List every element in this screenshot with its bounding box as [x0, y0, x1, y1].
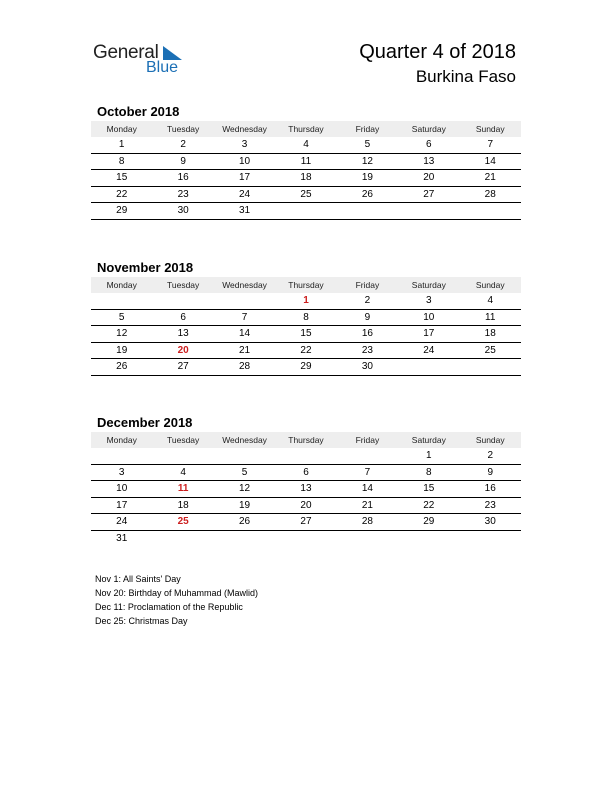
holiday-note: Nov 20: Birthday of Muhammad (Mawlid)	[95, 588, 259, 598]
month-title: October 2018	[97, 104, 180, 119]
weekday-label: Saturday	[411, 124, 446, 134]
day-cell: 2	[180, 139, 186, 151]
day-cell: 29	[300, 361, 312, 373]
week-row	[91, 170, 521, 187]
day-cell: 9	[180, 155, 186, 167]
day-cell: 10	[423, 311, 435, 323]
day-cell: 2	[487, 450, 494, 462]
weekday-label: Saturday	[411, 435, 446, 445]
holiday-notes	[95, 572, 258, 628]
week-row	[91, 514, 521, 531]
day-cell: 16	[484, 483, 496, 495]
day-cell: 31	[116, 532, 128, 544]
day-cell: 7	[241, 311, 248, 323]
day-cell: 24	[238, 188, 251, 200]
day-cell: 5	[118, 311, 125, 323]
weekday-label: Tuesday	[166, 124, 200, 134]
day-cell: 4	[303, 139, 309, 151]
month-title: December 2018	[97, 415, 193, 430]
country-name: Burkina Faso	[415, 67, 516, 86]
day-cell: 25	[484, 344, 496, 356]
weekday-label: Tuesday	[166, 435, 200, 445]
day-cell: 22	[300, 344, 312, 356]
day-cell: 30	[484, 516, 496, 528]
weekday-label: Wednesday	[222, 280, 267, 290]
day-cell: 9	[487, 466, 494, 478]
week-row	[91, 326, 521, 343]
day-cell: 18	[484, 328, 496, 340]
weekday-label: Monday	[106, 280, 137, 290]
weekday-label: Sunday	[475, 124, 505, 134]
week-row	[91, 531, 521, 548]
weekday-label: Thursday	[288, 435, 324, 445]
week-row	[91, 359, 521, 376]
day-cell: 30	[177, 205, 189, 217]
day-cell: 12	[361, 155, 373, 167]
weekday-header	[91, 277, 521, 293]
weekday-header	[91, 121, 521, 137]
weekday-label: Monday	[106, 124, 137, 134]
day-cell: 26	[361, 188, 373, 200]
day-cell: 3	[426, 295, 432, 307]
day-cell: 1	[118, 139, 125, 151]
day-cell: 8	[426, 466, 432, 478]
day-cell: 18	[300, 172, 312, 184]
day-cell: 10	[238, 155, 251, 167]
week-row	[91, 310, 521, 327]
day-cell: 15	[300, 328, 312, 340]
week-row	[91, 465, 521, 482]
day-cell: 2	[364, 295, 371, 307]
day-cell: 8	[118, 155, 125, 167]
holiday-note: Nov 1: All Saints' Day	[95, 574, 181, 584]
day-cell: 27	[177, 361, 189, 373]
page-header	[359, 40, 516, 90]
day-cell: 16	[361, 328, 373, 340]
day-cell: 19	[238, 499, 251, 511]
day-cell: 14	[484, 155, 496, 167]
day-cell: 13	[300, 483, 312, 495]
weekday-label: Tuesday	[166, 280, 200, 290]
weekday-label: Thursday	[288, 124, 324, 134]
day-cell: 23	[361, 344, 373, 356]
day-cell: 4	[180, 466, 186, 478]
day-cell: 17	[116, 499, 128, 511]
day-cell: 19	[361, 172, 373, 184]
day-cell: 12	[116, 328, 128, 340]
day-cell: 29	[116, 205, 128, 217]
weekday-label: Wednesday	[222, 124, 267, 134]
day-cell: 29	[423, 516, 435, 528]
day-cell: 7	[487, 139, 494, 151]
day-cell: 12	[238, 483, 251, 495]
day-cell: 1	[303, 295, 309, 307]
weekday-label: Wednesday	[222, 435, 267, 445]
week-row	[91, 203, 521, 220]
week-row	[91, 343, 521, 360]
week-row	[91, 448, 521, 465]
weeks-container	[91, 293, 521, 376]
quarter-title: Quarter 4 of 2018	[359, 41, 516, 63]
day-cell: 30	[361, 361, 373, 373]
day-cell: 20	[177, 344, 189, 356]
day-cell: 27	[300, 516, 312, 528]
week-row	[91, 498, 521, 515]
day-cell: 1	[426, 450, 432, 462]
day-cell: 15	[423, 483, 435, 495]
day-cell: 11	[300, 155, 312, 167]
weeks-container	[91, 448, 521, 547]
day-cell: 13	[423, 155, 435, 167]
day-cell: 24	[116, 516, 128, 528]
day-cell: 28	[238, 361, 251, 373]
day-cell: 13	[177, 328, 189, 340]
day-cell: 28	[361, 516, 373, 528]
day-cell: 23	[484, 499, 496, 511]
day-cell: 28	[484, 188, 496, 200]
day-cell: 25	[300, 188, 312, 200]
day-cell: 11	[177, 483, 189, 495]
day-cell: 11	[485, 311, 496, 323]
day-cell: 19	[116, 344, 128, 356]
day-cell: 6	[426, 139, 432, 151]
day-cell: 22	[423, 499, 435, 511]
month-december	[91, 413, 521, 547]
weekday-label: Friday	[355, 280, 380, 290]
weekday-label: Monday	[106, 435, 137, 445]
day-cell: 26	[238, 516, 251, 528]
day-cell: 14	[361, 483, 373, 495]
day-cell: 6	[180, 311, 186, 323]
day-cell: 21	[484, 172, 496, 184]
week-row	[91, 154, 521, 171]
generalblue-logo	[93, 42, 193, 78]
day-cell: 27	[423, 188, 435, 200]
logo-general-text: General	[93, 42, 159, 63]
day-cell: 8	[303, 311, 309, 323]
day-cell: 17	[238, 172, 251, 184]
day-cell: 4	[487, 295, 494, 307]
day-cell: 26	[116, 361, 128, 373]
weekday-label: Sunday	[475, 280, 505, 290]
day-cell: 14	[238, 328, 251, 340]
month-november	[91, 258, 521, 376]
day-cell: 16	[177, 172, 189, 184]
day-cell: 17	[423, 328, 435, 340]
day-cell: 3	[241, 139, 248, 151]
week-row	[91, 293, 521, 310]
day-cell: 7	[364, 466, 371, 478]
weekday-header	[91, 432, 521, 448]
weekday-label: Saturday	[411, 280, 446, 290]
day-cell: 18	[177, 499, 189, 511]
month-october	[91, 102, 521, 220]
weekday-label: Sunday	[475, 435, 505, 445]
holiday-note: Dec 11: Proclamation of the Republic	[95, 602, 243, 612]
weekday-label: Friday	[355, 435, 380, 445]
day-cell: 25	[177, 516, 189, 528]
weeks-container	[91, 137, 521, 220]
day-cell: 22	[116, 188, 128, 200]
week-row	[91, 481, 521, 498]
day-cell: 5	[241, 466, 248, 478]
day-cell: 24	[423, 344, 435, 356]
month-title: November 2018	[97, 260, 194, 275]
day-cell: 31	[238, 205, 251, 217]
day-cell: 20	[423, 172, 435, 184]
week-row	[91, 187, 521, 204]
week-row	[91, 137, 521, 154]
holiday-note: Dec 25: Christmas Day	[95, 616, 188, 626]
logo-blue-text: Blue	[146, 59, 179, 76]
day-cell: 15	[116, 172, 128, 184]
day-cell: 21	[238, 344, 251, 356]
weekday-label: Friday	[355, 124, 380, 134]
day-cell: 9	[364, 311, 371, 323]
day-cell: 20	[300, 499, 312, 511]
day-cell: 23	[177, 188, 189, 200]
day-cell: 3	[118, 466, 125, 478]
day-cell: 21	[361, 499, 373, 511]
day-cell: 5	[364, 139, 371, 151]
day-cell: 6	[303, 466, 309, 478]
weekday-label: Thursday	[288, 280, 324, 290]
day-cell: 10	[116, 483, 128, 495]
